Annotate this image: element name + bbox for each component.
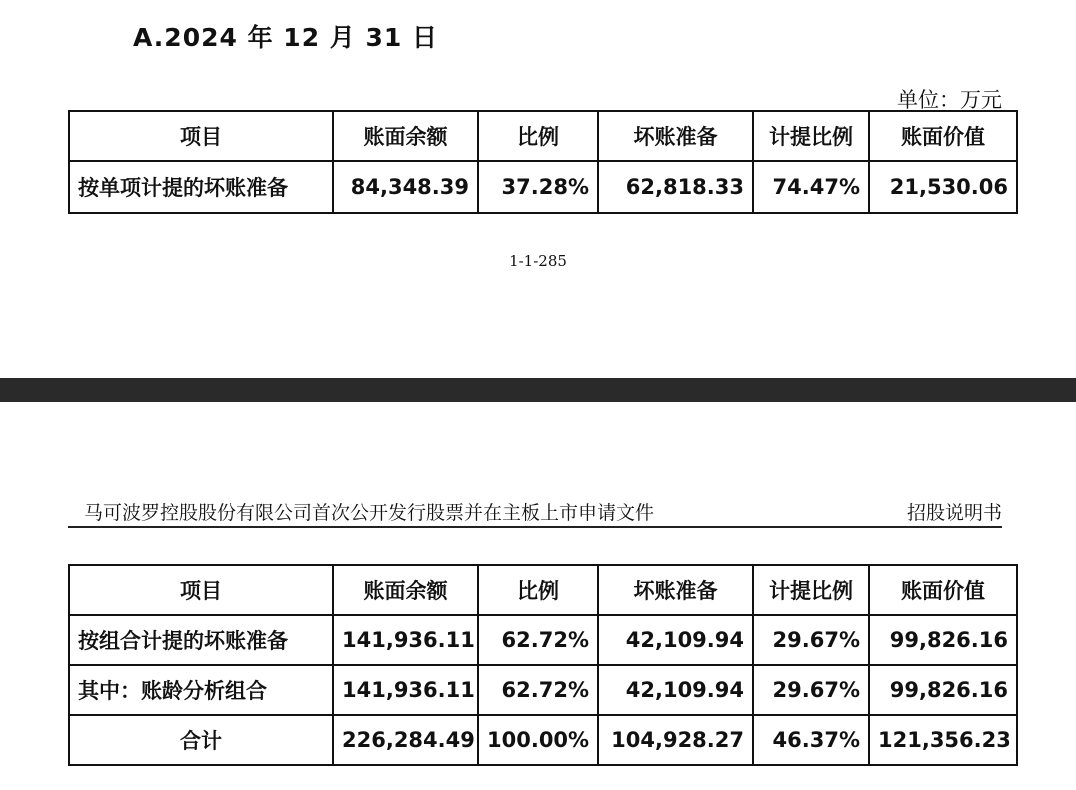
- table-row-total: [69, 715, 1017, 765]
- cell-bad-debt-provision: 42,109.94: [598, 615, 753, 665]
- cell-book-balance: 141,936.11: [333, 665, 478, 715]
- cell-book-value: 121,356.23: [869, 715, 1017, 765]
- cell-ratio: 100.00%: [478, 715, 598, 765]
- table-row: [69, 665, 1017, 715]
- cell-provision-ratio: 29.67%: [753, 615, 869, 665]
- header-cell-ratio: 比例: [478, 565, 598, 615]
- header-cell-bad-debt-provision: 坏账准备: [598, 111, 753, 161]
- header-cell-book-balance: 账面余额: [333, 111, 478, 161]
- cell-bad-debt-provision: 104,928.27: [598, 715, 753, 765]
- unit-label: 单位：万元: [897, 88, 1002, 112]
- header-cell-book-balance: 账面余额: [333, 565, 478, 615]
- cell-book-balance: 141,936.11: [333, 615, 478, 665]
- header-cell-provision-ratio: 计提比例: [753, 111, 869, 161]
- cell-book-value: 21,530.06: [869, 161, 1017, 213]
- row-label: 合计: [69, 715, 333, 765]
- row-label: 按组合计提的坏账准备: [69, 615, 333, 665]
- table-header-row: [69, 111, 1017, 161]
- header-cell-item: 项目: [69, 565, 333, 615]
- page-separator: [0, 378, 1076, 402]
- document-page-bottom: [0, 402, 1076, 790]
- header-cell-provision-ratio: 计提比例: [753, 565, 869, 615]
- bad-debt-table-individual: [68, 110, 1018, 214]
- cell-book-balance: 226,284.49: [333, 715, 478, 765]
- page-number: 1-1-285: [509, 252, 567, 270]
- header-cell-ratio: 比例: [478, 111, 598, 161]
- table-row: [69, 161, 1017, 213]
- row-label: 按单项计提的坏账准备: [69, 161, 333, 213]
- cell-bad-debt-provision: 42,109.94: [598, 665, 753, 715]
- running-header: [68, 498, 1002, 528]
- document-type: 招股说明书: [906, 502, 1002, 524]
- section-title: A.2024 年 12 月 31 日: [133, 23, 438, 52]
- cell-ratio: 37.28%: [478, 161, 598, 213]
- cell-book-value: 99,826.16: [869, 615, 1017, 665]
- header-cell-item: 项目: [69, 111, 333, 161]
- cell-bad-debt-provision: 62,818.33: [598, 161, 753, 213]
- table-row: [69, 615, 1017, 665]
- cell-provision-ratio: 74.47%: [753, 161, 869, 213]
- header-cell-book-value: 账面价值: [869, 565, 1017, 615]
- header-cell-book-value: 账面价值: [869, 111, 1017, 161]
- bad-debt-table-portfolio: [68, 564, 1018, 766]
- header-cell-bad-debt-provision: 坏账准备: [598, 565, 753, 615]
- document-page-top: [0, 0, 1076, 378]
- table-header-row: [69, 565, 1017, 615]
- cell-ratio: 62.72%: [478, 615, 598, 665]
- cell-provision-ratio: 29.67%: [753, 665, 869, 715]
- cell-book-value: 99,826.16: [869, 665, 1017, 715]
- cell-ratio: 62.72%: [478, 665, 598, 715]
- cell-book-balance: 84,348.39: [333, 161, 478, 213]
- cell-provision-ratio: 46.37%: [753, 715, 869, 765]
- document-title: 马可波罗控股股份有限公司首次公开发行股票并在主板上市申请文件: [84, 502, 655, 524]
- row-label: 其中：账龄分析组合: [69, 665, 333, 715]
